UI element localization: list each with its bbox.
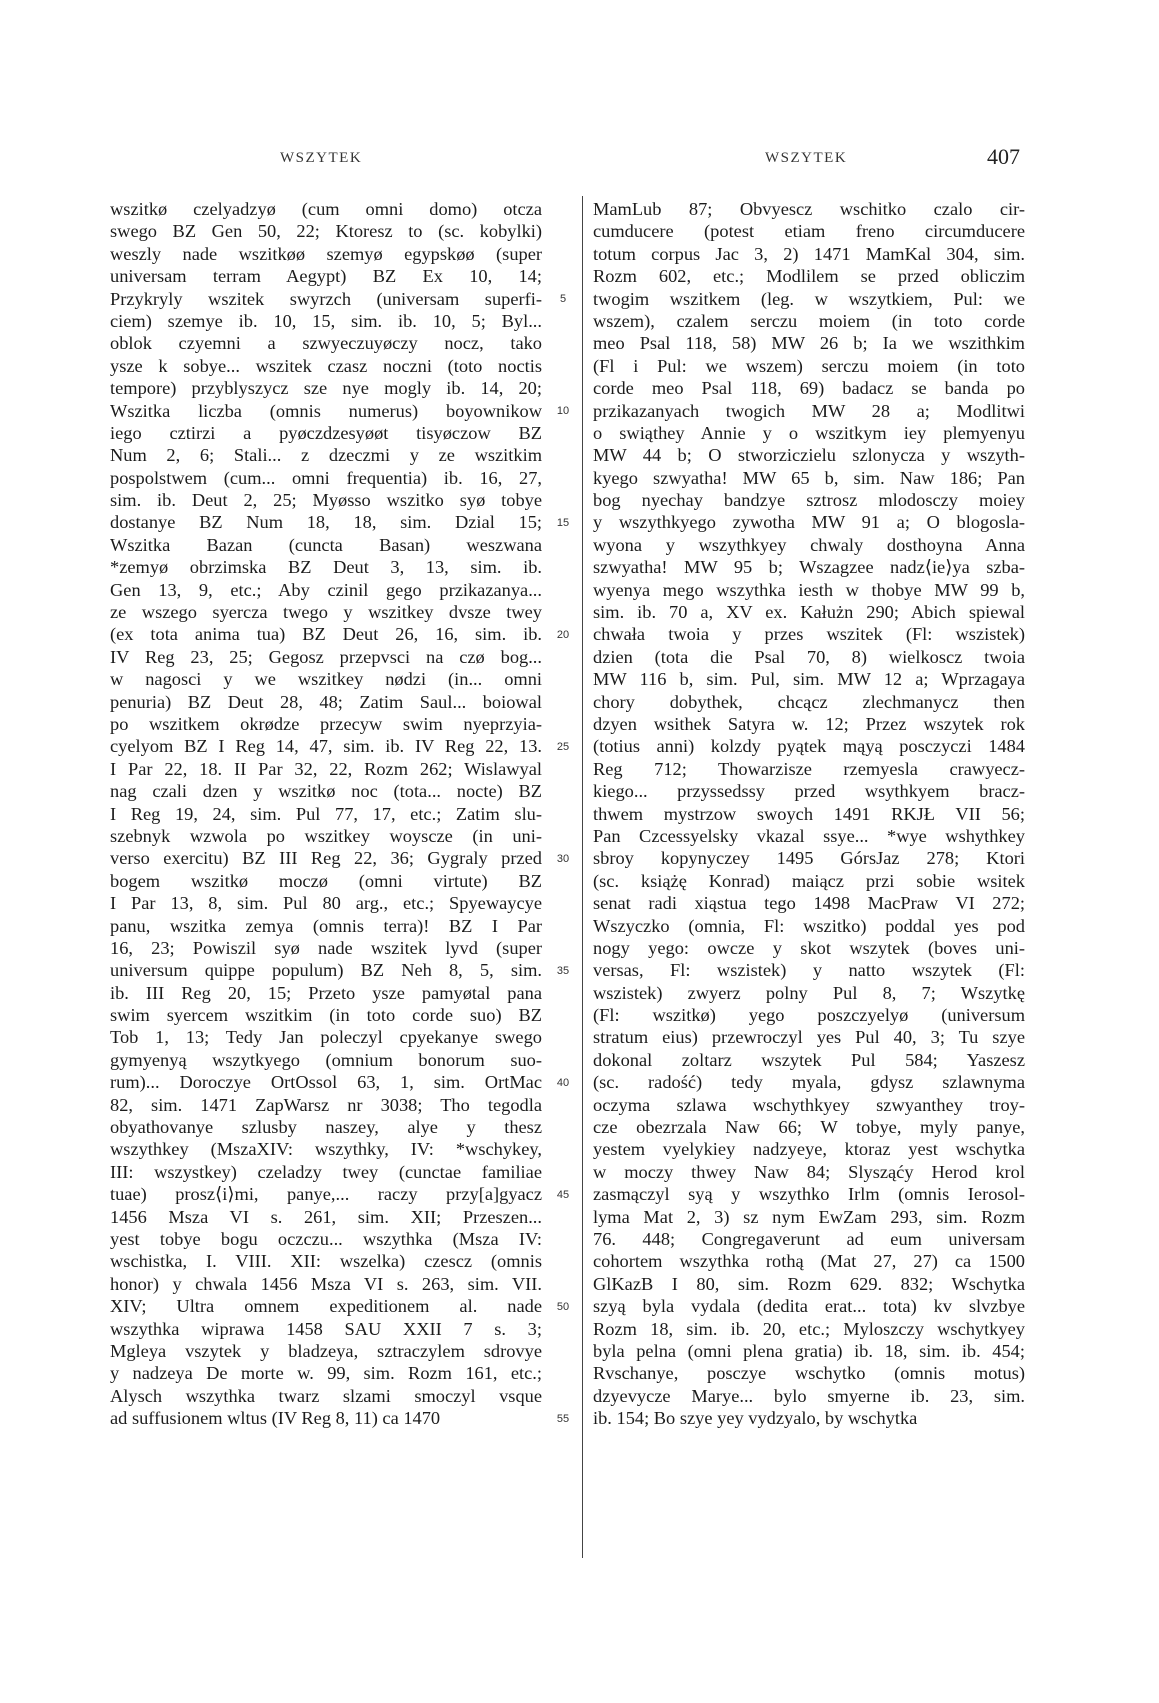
- text-line: versas, Fl: wszistek) y natto wszytek (Fl:: [593, 960, 1025, 981]
- text-line: corde meo Psal 118, 69) badacz se banda po: [593, 378, 1025, 399]
- text-line: wszythka wiprawa 1458 SAU XXII 7 s. 3;: [110, 1318, 542, 1339]
- text-line: wschistka, I. VIII. XII: wszelka) czescz (omnis: [110, 1251, 542, 1272]
- text-line: swim syercem wszitkim (in toto corde suo) BZ: [110, 1005, 542, 1026]
- text-line: panu, wszitka zemya (omnis terra)! BZ I Par: [110, 915, 542, 936]
- text-line: senat radi xiąstua tego 1498 MacPraw VI 272;: [593, 893, 1025, 914]
- text-line: cze obezrzala Naw 66; W tobye, myly panye,: [593, 1117, 1025, 1138]
- line-number: 10: [556, 404, 570, 417]
- text-line: wszitkø czelyadzyø (cum omni domo) otcza: [110, 199, 542, 219]
- text-line: pospolstwem (cum... omni frequentia) ib. 16, 27,: [110, 467, 542, 488]
- text-line: chwała twoia y przes wszitek (Fl: wszistek): [593, 624, 1025, 645]
- text-line: Mgleya vszytek y bladzeya, sztraczylem sdrovye: [110, 1340, 542, 1361]
- running-head-left: WSZYTEK: [280, 150, 363, 166]
- text-line: przikazanyach twogich MW 28 a; Modlitwi: [593, 400, 1025, 421]
- text-line: byla pelna (omni plena gratia) ib. 18, sim. ib. 454;: [593, 1340, 1025, 1361]
- text-line: MW 116 b, sim. Pul, sim. MW 12 a; Wprzagaya: [593, 669, 1025, 690]
- text-line: MamLub 87; Obvyescz wschitko czalo cir-: [593, 199, 1025, 219]
- text-line: dzyen wsithek Satyra w. 12; Przez wszytek rok: [593, 713, 1025, 734]
- text-line: ysze k sobye... wszitek czasz noczni (toto noctis: [110, 355, 542, 376]
- text-line: ib. III Reg 20, 15; Przeto ysze pamyøtal pana: [110, 982, 542, 1003]
- text-line: nag czali dzen y wszitkø noc (tota... nocte) BZ: [110, 781, 542, 802]
- right-column: [593, 198, 1025, 1429]
- text-line: Alysch wszythka twarz slzami smoczyl vsque: [110, 1385, 542, 1406]
- text-line: w moczy thwey Naw 84; Slysząćy Herod krol: [593, 1161, 1025, 1182]
- text-line: twogim wszitkem (leg. w wszytkiem, Pul: we: [593, 288, 1025, 309]
- line-number: 15: [556, 516, 570, 529]
- text-line: chory dobythek, chcącz zlechmanycz then: [593, 691, 1025, 712]
- line-number: 20: [556, 628, 570, 641]
- text-line: ib. 154; Bo szye yey vydzyalo, by wschytka: [593, 1408, 918, 1429]
- text-line: universam terram Aegypt) BZ Ex 10, 14;: [110, 266, 542, 287]
- text-line: wyona y wszythkyey chwaly dosthoyna Anna: [593, 534, 1025, 555]
- text-line: Wszitka liczba (omnis numerus) boyownikow: [110, 400, 542, 421]
- text-line: gymyenyą wszytkyego (omnium bonorum suo-: [110, 1049, 542, 1070]
- text-line: totum corpus Jac 3, 2) 1471 MamKal 304, sim.: [593, 243, 1025, 264]
- text-line: bog nyechay bandzye sztrosz mlodosczy moiey: [593, 490, 1025, 511]
- text-line: verso exercitu) BZ III Reg 22, 36; Gygraly przed: [110, 848, 542, 869]
- text-line: oblok czyemni a szwyeczuyøczy nocz, tako: [110, 333, 542, 354]
- text-line: honor) y chwala 1456 Msza VI s. 263, sim. VII.: [110, 1273, 542, 1294]
- line-number: 30: [556, 852, 570, 865]
- text-line: tuae) prosz⟨i⟩mi, panye,... raczy przy[a]gyacz: [110, 1184, 542, 1205]
- text-line: I Reg 19, 24, sim. Pul 77, 17, etc.; Zatim slu-: [110, 803, 542, 824]
- text-line: yest tobye bogu oczczu... wszythka (Msza IV:: [110, 1228, 542, 1249]
- text-line: stratum eius) przewroczyl yes Pul 40, 3; Tu szye: [593, 1027, 1025, 1048]
- text-line: universum quippe populum) BZ Neh 8, 5, sim.: [110, 960, 542, 981]
- line-number: 45: [556, 1188, 570, 1201]
- text-line: zasmączyl syą y wszythko Irlm (omnis Ierosol-: [593, 1184, 1025, 1205]
- text-line: cohortem wszythka rothą (Mat 27, 27) ca 1500: [593, 1251, 1025, 1272]
- text-line: w nagosci y we wszitkey nødzi (in... omni: [110, 669, 542, 690]
- text-line: Gen 13, 9, etc.; Aby czinil gego przikazanya...: [110, 579, 542, 600]
- text-line: 82, sim. 1471 ZapWarsz nr 3038; Tho tegodla: [110, 1094, 542, 1115]
- text-line: kiego... przyssedssy przed wsythkyem bracz-: [593, 781, 1025, 802]
- text-line: iego cztirzi a pyøczdzesyøøt tisyøczow BZ: [110, 422, 542, 443]
- text-line: y nadzeya De morte w. 99, sim. Rozm 161, etc.;: [110, 1363, 542, 1384]
- left-column: [110, 198, 542, 1429]
- text-line: wyenya mego wszythka iesth w thobye MW 99 b,: [593, 579, 1025, 600]
- text-line: po wszitkem okrødze przecyw swim nyeprzyia-: [110, 713, 542, 734]
- text-line: rum)... Doroczye OrtOssol 63, 1, sim. OrtMac: [110, 1072, 542, 1093]
- text-line: Rvschanye, posczye wschytko (omnis motus): [593, 1363, 1025, 1384]
- text-line: Reg 712; Thowarzisze rzemyesla crawyecz-: [593, 758, 1025, 779]
- text-line: I Par 22, 18. II Par 32, 22, Rozm 262; Wislawyal: [110, 758, 542, 779]
- text-line: (sc. radość) tedy myala, gdysz szlawnyma: [593, 1072, 1025, 1093]
- text-line: (sc. książę Konrad) maiącz przi sobie wsitek: [593, 870, 1025, 891]
- text-line: 16, 23; Powiszil syø nade wszitek lyvd (super: [110, 937, 542, 958]
- text-line: XIV; Ultra omnem expeditionem al. nade: [110, 1296, 542, 1317]
- text-line: meo Psal 118, 58) MW 26 b; Ia we wszithkim: [593, 333, 1025, 354]
- text-line: dzyevycze Marye... bylo smyerne ib. 23, sim.: [593, 1385, 1025, 1406]
- text-line: szwyatha! MW 95 b; Wszagzee nadz⟨ie⟩ya szba-: [593, 557, 1025, 578]
- text-line: szyą byla vydala (dedita erat... tota) kv slvzbye: [593, 1296, 1025, 1317]
- text-line: o swiąthey Annie y o wszitkym iey plemyenyu: [593, 422, 1025, 443]
- text-line: Tob 1, 13; Tedy Jan poleczyl cpyekanye swego: [110, 1027, 542, 1048]
- text-line: GlKazB I 80, sim. Rozm 629. 832; Wschytka: [593, 1273, 1025, 1294]
- text-line: (Fl: wszitkø) yego poszczyelyø (universum: [593, 1005, 1025, 1026]
- text-line: dokonal zoltarz wszytek Pul 584; Yaszesz: [593, 1049, 1025, 1070]
- text-line: thwem mystrzow swoych 1491 RKJŁ VII 56;: [593, 803, 1025, 824]
- text-line: swego BZ Gen 50, 22; Ktoresz to (sc. kobylki): [110, 221, 542, 242]
- text-line: Rozm 18, sim. ib. 20, etc.; Myloszczy wschytkyey: [593, 1318, 1025, 1339]
- text-line: kyego szwyatha! MW 65 b, sim. Naw 186; Pan: [593, 467, 1025, 488]
- text-line: penuria) BZ Deut 28, 48; Zatim Saul... boiowal: [110, 691, 542, 712]
- text-line: tempore) przyblyszycz sze nye mogly ib. 14, 20;: [110, 378, 542, 399]
- text-line: III: wszystkey) czeladzy twey (cunctae familiae: [110, 1161, 542, 1182]
- text-line: cyelyom BZ I Reg 14, 47, sim. ib. IV Reg 22, 13.: [110, 736, 542, 757]
- text-line: lyma Mat 2, 3) sz nym EwZam 293, sim. Rozm: [593, 1206, 1025, 1227]
- text-line: obyathovanye szlusby naszey, alye y thesz: [110, 1117, 542, 1138]
- text-line: (totius anni) kolzdy pyątek mąyą posczyczi 1484: [593, 736, 1025, 757]
- text-line: yestem vyelykiey nadzyeye, ktoraz yest wschytka: [593, 1139, 1025, 1160]
- text-line: weszly nade wszitkøø szemyø egypskøø (super: [110, 243, 542, 264]
- text-line: Przykryly wszitek swyrzch (universam superfi-: [110, 288, 542, 309]
- text-line: sbroy kopynyczey 1495 GórsJaz 278; Ktori: [593, 848, 1025, 869]
- text-line: sim. ib. Deut 2, 25; Myøsso wszitko syø tobye: [110, 490, 542, 511]
- text-line: *zemyø obrzimska BZ Deut 3, 13, sim. ib.: [110, 557, 542, 578]
- running-head-center: WSZYTEK: [765, 150, 848, 166]
- text-line: szebnyk wzwola po wszitkey woyscze (in uni-: [110, 825, 542, 846]
- line-number: 5: [559, 292, 567, 305]
- text-line: nogy yego: owcze y skot wszytek (boves uni-: [593, 937, 1025, 958]
- line-number: 25: [556, 740, 570, 753]
- text-line: ze wszego syercza twego y wszitkey dvsze twey: [110, 602, 542, 623]
- text-line: Wszitka Bazan (cuncta Basan) weszwana: [110, 534, 542, 555]
- text-line: I Par 13, 8, sim. Pul 80 arg., etc.; Spyewaycye: [110, 893, 542, 914]
- text-line: cumducere (potest etiam freno circumducere: [593, 221, 1025, 242]
- line-number: 40: [556, 1076, 570, 1089]
- line-number: 35: [556, 964, 570, 977]
- text-line: sim. ib. 70 a, XV ex. Kałużn 290; Abich spiewal: [593, 602, 1025, 623]
- column-divider: [582, 196, 583, 1558]
- text-line: Rozm 602, etc.; Modlilem se przed obliczim: [593, 266, 1025, 287]
- text-line: dzien (tota die Psal 70, 8) wielkoscz twoia: [593, 646, 1025, 667]
- text-line: 1456 Msza VI s. 261, sim. XII; Przeszen...: [110, 1206, 542, 1227]
- text-line: IV Reg 23, 25; Gegosz przepvsci na czø bog...: [110, 646, 542, 667]
- page-number: 407: [987, 144, 1020, 169]
- text-line: bogem wszitkø moczø (omni virtute) BZ: [110, 870, 542, 891]
- text-line: (Fl i Pul: we wszem) serczu moiem (in toto: [593, 355, 1025, 376]
- text-line: (ex tota anima tua) BZ Deut 26, 16, sim. ib.: [110, 624, 542, 645]
- text-line: dostanye BZ Num 18, 18, sim. Dzial 15;: [110, 512, 542, 533]
- text-line: wszistek) zwyerz polny Pul 8, 7; Wszytkę: [593, 982, 1025, 1003]
- text-line: wszem), czalem serczu moiem (in toto corde: [593, 310, 1025, 331]
- text-line: oczyma szlawa wschythkyey szwyanthey troy-: [593, 1094, 1025, 1115]
- text-line: Pan Czcessyelsky vkazal ssye... *wye wshythkey: [593, 825, 1025, 846]
- line-number: 50: [556, 1300, 570, 1313]
- text-line: ad suffusionem wltus (IV Reg 8, 11) ca 1470: [110, 1408, 441, 1429]
- text-line: y wszythkyego zywotha MW 91 a; O blogosla-: [593, 512, 1025, 533]
- text-line: MW 44 b; O stworziczielu szlonycza y wszyth-: [593, 445, 1025, 466]
- line-number: 55: [556, 1412, 570, 1425]
- text-line: wszythkey (MszaXIV: wszythky, IV: *wschykey,: [110, 1139, 542, 1160]
- text-line: ciem) szemye ib. 10, 15, sim. ib. 10, 5; Byl...: [110, 310, 542, 331]
- text-line: Wszyczko (omnia, Fl: wszitko) poddal yes pod: [593, 915, 1025, 936]
- text-line: Num 2, 6; Stali... z dzeczmi y ze wszitkim: [110, 445, 542, 466]
- text-line: 76. 448; Congregaverunt ad eum universam: [593, 1228, 1025, 1249]
